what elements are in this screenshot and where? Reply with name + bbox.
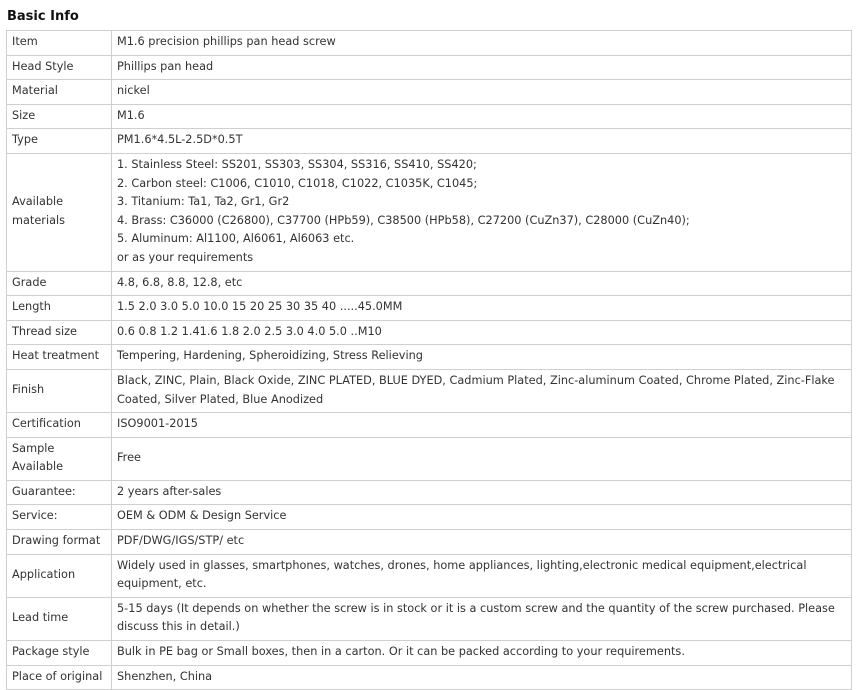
spec-value [112, 597, 852, 640]
section-title: Basic Info [7, 9, 79, 24]
spec-value [112, 641, 852, 666]
spec-value [112, 271, 852, 296]
spec-value-line: nickel [117, 84, 150, 98]
table-row [7, 345, 852, 370]
spec-value-line: 5. Aluminum: Al1100, Al6061, Al6063 etc. [117, 232, 355, 246]
spec-label: Service: [7, 505, 112, 530]
spec-label: Length [7, 296, 112, 321]
spec-label: Item [7, 31, 112, 56]
spec-value [112, 80, 852, 105]
spec-value-line: Black, ZINC, Plain, Black Oxide, ZINC PLATED, BLUE DYED, Cadmium Plated, Zinc-aluminum Coated, Chrome Plated, Zinc-Flake Coated, Silver Plated, Blue Anodized [117, 373, 835, 406]
table-row [7, 597, 852, 640]
spec-value-line: Free [117, 450, 141, 464]
spec-value [112, 55, 852, 80]
spec-value [112, 129, 852, 154]
spec-value [112, 296, 852, 321]
spec-value-line: ISO9001-2015 [117, 417, 198, 431]
table-row [7, 296, 852, 321]
spec-value-line: 0.6 0.8 1.2 1.41.6 1.8 2.0 2.5 3.0 4.0 5.0 ..M10 [117, 324, 382, 338]
table-row [7, 31, 852, 56]
spec-value [112, 554, 852, 597]
spec-value [112, 31, 852, 56]
spec-label: Application [7, 554, 112, 597]
spec-value [112, 345, 852, 370]
spec-label: Grade [7, 271, 112, 296]
spec-value-line: 2. Carbon steel: C1006, C1010, C1018, C1022, C1035K, C1045; [117, 176, 478, 190]
spec-value-line: Bulk in PE bag or Small boxes, then in a carton. Or it can be packed according to your requirements. [117, 645, 685, 659]
table-row [7, 641, 852, 666]
spec-label: Head Style [7, 55, 112, 80]
spec-value [112, 437, 852, 480]
table-row [7, 480, 852, 505]
spec-value-line: Phillips pan head [117, 59, 214, 73]
spec-value [112, 369, 852, 412]
table-row [7, 437, 852, 480]
spec-value-line: 1.5 2.0 3.0 5.0 10.0 15 20 25 30 35 40 .....45.0MM [117, 300, 403, 314]
spec-value [112, 480, 852, 505]
table-row [7, 153, 852, 271]
spec-value-line: M1.6 [117, 108, 145, 122]
table-row [7, 665, 852, 690]
spec-value-line: PDF/DWG/IGS/STP/ etc [117, 534, 245, 548]
table-row [7, 55, 852, 80]
table-row [7, 369, 852, 412]
spec-value-line: PM1.6*4.5L-2.5D*0.5T [117, 133, 243, 147]
spec-value-line: OEM & ODM & Design Service [117, 509, 287, 523]
specs-table [6, 30, 852, 690]
spec-value [112, 665, 852, 690]
spec-label: Lead time [7, 597, 112, 640]
table-row [7, 271, 852, 296]
spec-label: Available materials [7, 153, 112, 271]
spec-label: Certification [7, 413, 112, 438]
specs-table-body [7, 31, 852, 690]
spec-value-line: 4. Brass: C36000 (C26800), C37700 (HPb59), C38500 (HPb58), C27200 (CuZn37), C28000 (CuZn40); [117, 213, 690, 227]
spec-label: Drawing format [7, 530, 112, 555]
spec-value-line: 5-15 days (It depends on whether the screw is in stock or it is a custom screw and the quantity of the screw purchased. Please discuss this in detail.) [117, 601, 835, 634]
spec-label: Finish [7, 369, 112, 412]
spec-value-line: Tempering, Hardening, Spheroidizing, Stress Relieving [117, 349, 423, 363]
spec-value-line: 4.8, 6.8, 8.8, 12.8, etc [117, 275, 243, 289]
table-row [7, 530, 852, 555]
spec-value-line: 1. Stainless Steel: SS201, SS303, SS304, SS316, SS410, SS420; [117, 157, 477, 171]
spec-value [112, 505, 852, 530]
spec-label: Thread size [7, 320, 112, 345]
spec-value-line: or as your requirements [117, 250, 254, 264]
spec-label: Package style [7, 641, 112, 666]
table-row [7, 554, 852, 597]
spec-label: Size [7, 104, 112, 129]
spec-value [112, 153, 852, 271]
spec-label: Sample Available [7, 437, 112, 480]
spec-label: Heat treatment [7, 345, 112, 370]
spec-value-line: 3. Titanium: Ta1, Ta2, Gr1, Gr2 [117, 195, 290, 209]
spec-label: Guarantee: [7, 480, 112, 505]
spec-value [112, 413, 852, 438]
table-row [7, 129, 852, 154]
table-row [7, 413, 852, 438]
spec-value [112, 320, 852, 345]
table-row [7, 80, 852, 105]
table-row [7, 320, 852, 345]
spec-value-line: Widely used in glasses, smartphones, watches, drones, home appliances, lighting,electronic medical equipment,electrical equipment, etc. [117, 558, 807, 591]
spec-value-line: 2 years after-sales [117, 484, 222, 498]
table-row [7, 505, 852, 530]
spec-label: Place of original [7, 665, 112, 690]
spec-label: Material [7, 80, 112, 105]
spec-value [112, 530, 852, 555]
table-row [7, 104, 852, 129]
spec-value [112, 104, 852, 129]
spec-value-line: M1.6 precision phillips pan head screw [117, 35, 336, 48]
spec-label: Type [7, 129, 112, 154]
spec-value-line: Shenzhen, China [117, 669, 213, 683]
